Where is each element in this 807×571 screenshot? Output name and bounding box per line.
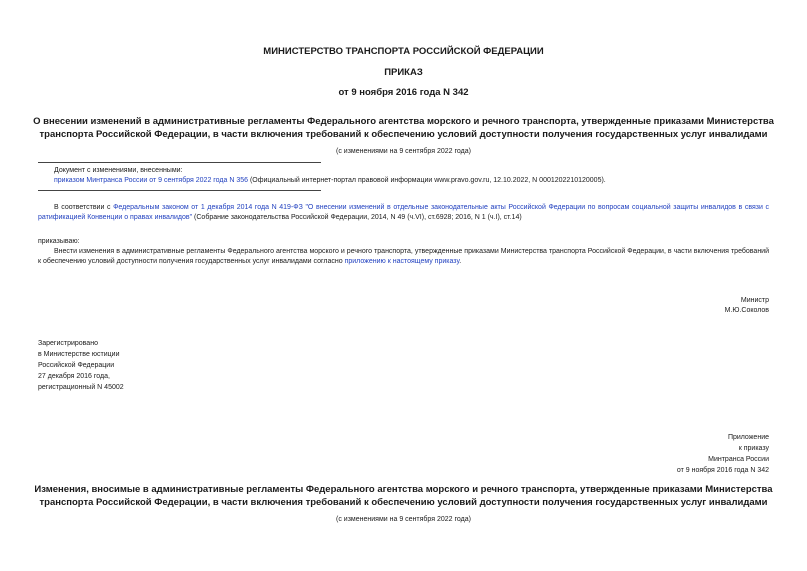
amending-order-link[interactable]: приказом Минтранса России от 9 сентября 2022 года N 356	[54, 177, 249, 184]
registration-line: в Министерстве юстиции	[38, 351, 120, 358]
registration-line: 27 декабря 2016 года,	[38, 373, 110, 380]
registration-line: Зарегистрировано	[38, 340, 98, 347]
registration-line: Российской Федерации	[38, 362, 115, 369]
document-title-line-1: О внесении изменений в административные регламенты Федерального агентства морского и речного транспорта, утвержденные приказами Министерства	[33, 116, 774, 127]
appendix-reference-line: от 9 ноября 2016 года N 342	[676, 467, 769, 474]
appendix-reference-line: к приказу	[738, 445, 769, 452]
amending-order-source: (Официальный интернет-портал правовой информации www.pravo.gov.ru, 12.10.2022, N 0001202210120005).	[248, 177, 606, 184]
preamble-paragraph	[38, 203, 769, 223]
appendix-title-line-1: Изменения, вносимые в административные регламенты Федерального агентства морского и речного транспорта, утвержденные приказами Министерства	[34, 484, 773, 495]
appendix-reference-line: Приложение	[727, 434, 769, 441]
signature-name: М.Ю.Соколов	[724, 307, 769, 314]
preamble-start: В соответствии с	[54, 204, 114, 211]
registration-block	[38, 338, 124, 393]
appendix-title-line-2: транспорта Российской Федерации, в части включения требований к обеспечению условий доступности получения государственных услуг инвалидами	[39, 497, 768, 508]
preamble-source: (Собрание законодательства Российской Федерации, 2014, N 49 (ч.VI), ст.6928; 2016, N 1 (ч.I), ст.14)	[192, 214, 522, 221]
amendments-label: Документ с изменениями, внесенными:	[54, 167, 183, 174]
order-end: .	[459, 258, 462, 265]
appendix-title	[0, 483, 807, 509]
document-title-line-2: транспорта Российской Федерации, в части включения требований к обеспечению условий доступности получения государственных услуг инвалидами	[39, 129, 768, 140]
appendix-amended-note: (с изменениями на 9 сентября 2022 года)	[336, 516, 471, 523]
federal-law-link[interactable]: Федеральным законом от 1 декабря 2014 года N 419-ФЗ "О внесении изменений в отдельные законодательные акты Российской Федерации по вопросам социальной защиты инвалидов в связи с ратификацией Конвенции о правах инвалидов"	[38, 204, 769, 221]
amended-note: (с изменениями на 9 сентября 2022 года)	[336, 148, 471, 155]
order-text: Внести изменения в административные регламенты Федерального агентства морского и речного транспорта, утвержденные приказами Министерства транспорта Российской Федерации, в части включения требований к обеспечению условий доступности получения государственных услуг инвалидами согласно	[38, 248, 769, 265]
divider-top	[38, 162, 321, 163]
order-paragraph	[38, 247, 769, 267]
ministry-heading: МИНИСТЕРСТВО ТРАНСПОРТА РОССИЙСКОЙ ФЕДЕРАЦИИ	[263, 46, 544, 57]
order-word: приказываю:	[38, 238, 80, 245]
appendix-reference	[677, 432, 769, 476]
document-title	[0, 115, 807, 141]
registration-line: регистрационный N 45002	[38, 384, 124, 391]
appendix-reference-line: Минтранса России	[708, 456, 769, 463]
doc-date-number: от 9 ноября 2016 года N 342	[338, 87, 469, 98]
signature-block	[725, 296, 769, 316]
amendments-entry	[54, 176, 774, 186]
doc-type-heading: ПРИКАЗ	[384, 67, 423, 78]
appendix-link[interactable]: приложению к настоящему приказу	[344, 258, 460, 265]
amendments-box	[54, 166, 774, 186]
signature-position: Министр	[740, 297, 769, 304]
divider-bottom	[38, 190, 321, 191]
